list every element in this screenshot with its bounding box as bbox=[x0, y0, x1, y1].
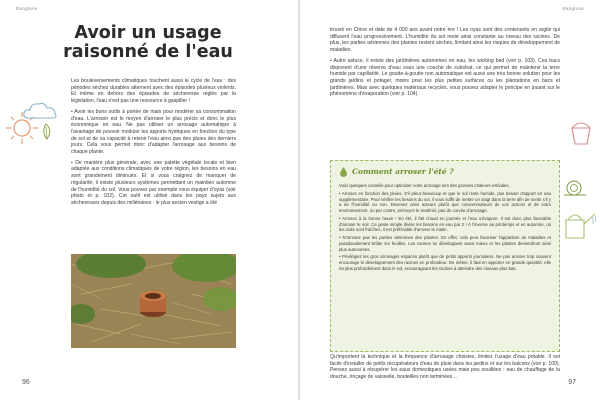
box-intro: Voici quelques conseils pour optimiser votre arrosage lors des grosses chaleurs estivales. bbox=[339, 183, 510, 188]
watering-tips-box bbox=[330, 160, 560, 352]
page-title bbox=[28, 24, 268, 62]
box-tip-rain: • Arrosez en fonction des pluies. S'il pleut beaucoup et que le sol reste humide, pas besoin d'apport en eau supplémentaire. Pour vérifier les besoins du sol, il vous suffit de mettre un doigt dans la terre afin de sentir s'il y a de l'humidité ou non. Devenez ainsi acteurs plutôt que consommateurs de vos actions et de votre environnement, ou par contre, prévoyez le matériel, pas de corvée d'arrosage. bbox=[339, 190, 551, 213]
oyas-paragraph: trouvé en Chine et date de 4 000 ans avant notre ère ! Les oyas sont des contenants en argile qui diffusent l'eau progressivement. L'humidité du sol reste ainsi constante au niveau des racines. De plus, les parties aériennes des plantes restent sèches, limitant ainsi les risques de développement de maladies. bbox=[330, 27, 560, 54]
box-tip-spacing: • Privilégiez les gros arrosages espacés plutôt que de petits apports journaliers. Ne pas arroser trop souvent encourage le développement des racines en profondeur. De même, il faut en apporter en grande quantité, elle ira plus profondément dans le sol, encourageant les racines à atteindre des niveaux plus bas. bbox=[339, 254, 551, 271]
right-running-head: Ranglone bbox=[562, 6, 584, 11]
box-tip-hour: • Arrosez à la bonne heure ! En été, il fait chaud en journée et l'eau s'évapore. Il est donc plus favorable d'arroser le soir. Ce geste simple divise les besoins en eau par 2 ! À l'inverse au printemps et en automne, où les nuits sont fraîches, il est préférable d'arroser le matin. bbox=[339, 215, 551, 233]
box-tip-leaves: • N'arrosez pas les parties aériennes des plantes. En effet, cela peut favoriser l'apparition de maladies et paradoxalement brûler les feuilles. Les racines se développent aussi mieux et les plantes deviendront ainsi plus autonomes. bbox=[339, 235, 551, 252]
leaf-icon bbox=[40, 122, 54, 140]
right-page bbox=[300, 0, 600, 400]
droplet-icon bbox=[339, 166, 348, 177]
box-text bbox=[339, 183, 551, 274]
box-title: Comment arroser l'été ? bbox=[352, 167, 454, 176]
bucket-icon bbox=[568, 120, 594, 146]
right-page-number: 97 bbox=[568, 379, 576, 386]
plants-paragraph: • De manière plus générale, avec une palette végétale locale et bien adaptée aux conditions climatiques de votre région, les besoins en eau sont grandement diminués. Et si vous craignez de manquer de régularité, il existe plusieurs systèmes permettant un maintien automne de l'humidité du sol. Vous pouvez par exemple vous équiper d'oyas (voir photo et p. 102). Cet outil est utilisé dans les pays sujets aux sécheresses depuis des millénaires : le plus ancien vestige a été bbox=[71, 159, 236, 206]
cloud-icon bbox=[22, 100, 60, 122]
wicking-bed-paragraph: • Autre astuce, il existe des jardinières autonomes en eau, les wicking bed (voir p. 103). Ces bacs disposent d'une réserve d'eau sous une couche de substrat, ce qui permet de maintenir la terre humide par capillarité. Le goutte-à-goutte non automatique est aussi une très bonne solution pour les grands jardins et potager, moins pour les plus petites surfaces ou les plantations en bacs et jardinières. Mais avec quelques matériaux recyclés, vous pouvez adapter le principe en jouant sur le phénomène d'évaporation (voir p. 104). bbox=[330, 57, 560, 98]
right-body-column bbox=[330, 27, 560, 102]
left-page-number: 96 bbox=[22, 379, 30, 386]
garden-photo bbox=[71, 254, 236, 348]
rainwater-paragraph: Qu'importent la technique et la fréquence d'arrosage choisies, limitez l'usage d'eau potable. Il est facile d'installer de petits récupérateurs d'eau de pluie dans les jardins et sur les balcons (voir p. 100). Pensez aussi à récupérer les eaux domestiques usées mais peu souillées : eau de chauffage de la douche, rinçage de vaisselle, bouteilles non terminées… bbox=[330, 354, 560, 381]
box-header bbox=[339, 166, 454, 177]
watering-can-icon bbox=[558, 208, 598, 242]
title-line-1: Avoir un usage bbox=[74, 23, 222, 43]
tools-paragraph: • Avoir les bons outils à portée de main pour modérer sa consommation d'eau. L'arrosoir est le moyen d'arroser le plus précis et donc le plus économique en eau. Ne pas utiliser un arrosage automatique à l'avantage de pouvoir moduler les apports hydriques en fonction du type de sol et de sa capacité à retenir l'eau ainsi que des pluies des derniers jours. Cela vous permet donc d'adapter l'arrosage aux besoins de chaque plante. bbox=[71, 108, 236, 156]
right-bottom-text bbox=[330, 354, 560, 385]
left-running-head: Ranglone bbox=[16, 6, 38, 11]
intro-paragraph: Les bouleversements climatiques touchent aussi le cycle de l'eau : des périodes sèches durables alternent avec des épisodes pluvieux violents. Et même en dehors des épisodes de sécheresse réglés par la législation, l'eau n'est pas une ressource à gaspiller ! bbox=[71, 78, 236, 105]
left-body-column bbox=[71, 78, 236, 211]
snail-icon bbox=[562, 178, 588, 198]
title-line-2: raisonné de l'eau bbox=[63, 42, 233, 62]
